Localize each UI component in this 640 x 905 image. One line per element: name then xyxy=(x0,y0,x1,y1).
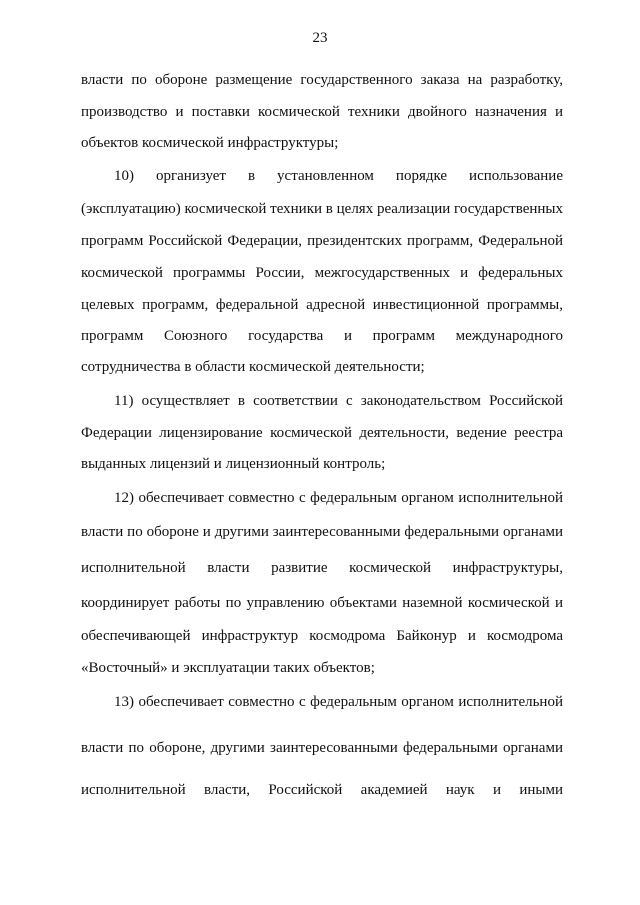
text-line: 13) обеспечивает совместно с федеральным органом исполнительной xyxy=(114,694,563,710)
text-line: «Восточный» и эксплуатации таких объектов; xyxy=(81,660,375,676)
text-line: власти по обороне размещение государственного заказа на разработку, xyxy=(81,72,563,88)
text-line: обеспечивающей инфраструктур космодрома Байконур и космодрома xyxy=(81,628,563,644)
text-line: выданных лицензий и лицензионный контроль; xyxy=(81,456,386,472)
text-line: исполнительной власти, Российской академией наук и иными xyxy=(81,782,563,798)
text-line: (эксплуатацию) космической техники в целях реализации государственных xyxy=(81,201,563,217)
text-line: космической программы России, межгосударственных и федеральных xyxy=(81,265,563,281)
text-line: сотрудничества в области космической деятельности; xyxy=(81,359,425,375)
text-line: объектов космической инфраструктуры; xyxy=(81,135,339,151)
text-line: власти по обороне, другими заинтересованными федеральными органами xyxy=(81,740,563,756)
text-line: Федерации лицензирование космической деятельности, ведение реестра xyxy=(81,425,563,441)
text-line: власти по обороне и другими заинтересованными федеральными органами xyxy=(81,524,563,540)
text-line: исполнительной власти развитие космической инфраструктуры, xyxy=(81,560,563,576)
page-number: 23 xyxy=(312,30,328,46)
text-line: 11) осуществляет в соответствии с законодательством Российской xyxy=(114,393,563,409)
text-line: производство и поставки космической техники двойного назначения и xyxy=(81,104,563,120)
text-line: 12) обеспечивает совместно с федеральным органом исполнительной xyxy=(114,490,563,506)
text-line: координирует работы по управлению объектами наземной космической и xyxy=(81,595,563,611)
text-line: программ Союзного государства и программ международного xyxy=(81,328,563,344)
text-line: 10) организует в установленном порядке использование xyxy=(114,168,563,184)
text-line: целевых программ, федеральной адресной инвестиционной программы, xyxy=(81,297,563,313)
text-line: программ Российской Федерации, президентских программ, Федеральной xyxy=(81,233,563,249)
